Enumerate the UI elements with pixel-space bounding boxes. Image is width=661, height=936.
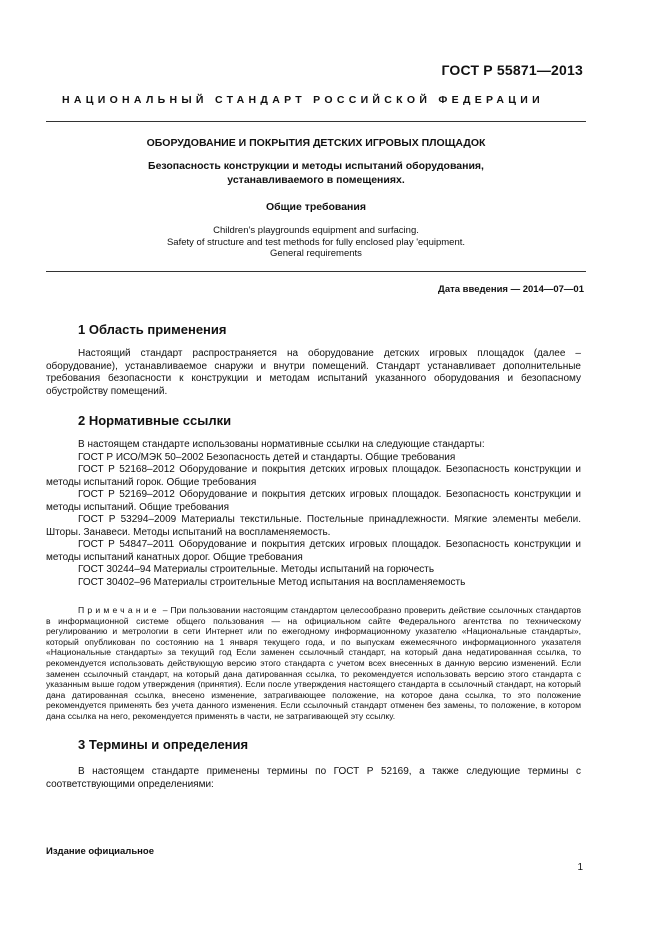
- note-label: Примечание: [78, 605, 160, 615]
- gost-number: ГОСТ Р 55871—2013: [441, 62, 583, 78]
- section-2-heading: 2 Нормативные ссылки: [78, 413, 232, 428]
- divider-top: [46, 121, 586, 122]
- introduction-date: Дата введения — 2014—07—01: [438, 284, 584, 295]
- english-title-line-2: Safety of structure and test methods for fully enclosed play 'equipment.: [166, 236, 466, 248]
- subtitle-line-1: Безопасность конструкции и методы испытаний оборудования,: [148, 160, 484, 172]
- note-text: – При пользовании настоящим стандартом целесообразно проверить действие ссылочных стандартов в информационной системе общего пользования — на официальном сайте Федерального агентства по техническому регулированию и метрологии в сети Интернет или по ежегодному информационному указателю «Национальные стандарты», который опубликован по состоянию на 1 января текущего года, и по выпускам ежемесячного информационного указателя «Национальные стандарты» за текущий год Если заменен ссылочный стандарт, на который дана недатированная ссылка, то рекомендуется использовать действующую версию этого стандарта с учетом всех внесенных в данную версию изменений. Если заменен ссылочный стандарт, на который дана датированная ссылка, то рекомендуется использовать версию этого стандарта с указанным выше годом утверждения (принятия). Если после утверждения настоящего стандарта в ссылочный стандарт, на который дана датированная ссылка, внесено изменение, затрагивающее положение, на которое дана ссылка, то это положение рекомендуется применять без учета данного изменения. Если ссылочный стандарт отменен без замены, то положение, в котором дана ссылка на него, рекомендуется применять в части, не затрагивающей эту ссылку.: [46, 605, 582, 721]
- page-number: 1: [577, 862, 583, 873]
- section-1-heading: 1 Область применения: [78, 322, 227, 337]
- english-title-line-1: Children’s playgrounds equipment and surfacing.: [213, 225, 419, 236]
- reference-item: ГОСТ Р 53294–2009 Материалы текстильные. Постельные принадлежности. Мягкие элементы мебели. Шторы. Занавеси. Методы испытаний на воспламеняемость.: [46, 514, 581, 538]
- reference-item: ГОСТ Р 54847–2011 Оборудование и покрытия детских игровых площадок. Безопасность конструкции и методы испытаний канатных дорог. Общие требования: [46, 539, 581, 563]
- section-3-heading: 3 Термины и определения: [78, 737, 249, 752]
- references-intro: В настоящем стандарте использованы нормативные ссылки на следующие стандарты:: [78, 439, 485, 450]
- reference-item: ГОСТ 30244–94 Материалы строительные. Методы испытаний на горючесть: [78, 564, 435, 575]
- reference-item: ГОСТ Р 52169–2012 Оборудование и покрытия детских игровых площадок. Безопасность конструкции и методы испытаний. Общие требования: [46, 489, 581, 513]
- english-title-line-3: General requirements: [270, 248, 362, 259]
- section-1-text: Настоящий стандарт распространяется на оборудование детских игровых площадок (далее – оборудование), устанавливаемое снаружи и внутри помещений. Стандарт устанавливает дополнительные требования безопасности к конструкции и методам испытаний указанного оборудования и безопасному обустройству помещений.: [46, 348, 581, 397]
- references-note: [46, 605, 581, 722]
- english-title: [46, 225, 586, 260]
- subtitle-line-2: устанавливаемого в помещениях.: [227, 173, 405, 186]
- official-edition-label: Издание официальное: [46, 846, 154, 857]
- divider-bottom: [46, 271, 586, 272]
- document-subtitle: [46, 160, 586, 187]
- section-3-text: В настоящем стандарте применены термины по ГОСТ Р 52169, а также следующие термины с соответствующими определениями:: [46, 766, 581, 790]
- reference-item: ГОСТ Р ИСО/МЭК 50–2002 Безопасность детей и стандарты. Общие требования: [78, 451, 456, 463]
- normative-references: [46, 439, 581, 589]
- national-standard-banner: НАЦИОНАЛЬНЫЙ СТАНДАРТ РОССИЙСКОЙ ФЕДЕРАЦИИ: [62, 94, 544, 106]
- reference-item: ГОСТ 30402–96 Материалы строительные Метод испытания на воспламеняемость: [78, 576, 466, 588]
- document-title: ОБОРУДОВАНИЕ И ПОКРЫТИЯ ДЕТСКИХ ИГРОВЫХ ПЛОЩАДОК: [146, 137, 486, 149]
- reference-item: ГОСТ Р 52168–2012 Оборудование и покрытия детских игровых площадок. Безопасность конструкции и методы испытаний горок. Общие требования: [46, 464, 581, 488]
- general-requirements-title: Общие требования: [266, 201, 366, 213]
